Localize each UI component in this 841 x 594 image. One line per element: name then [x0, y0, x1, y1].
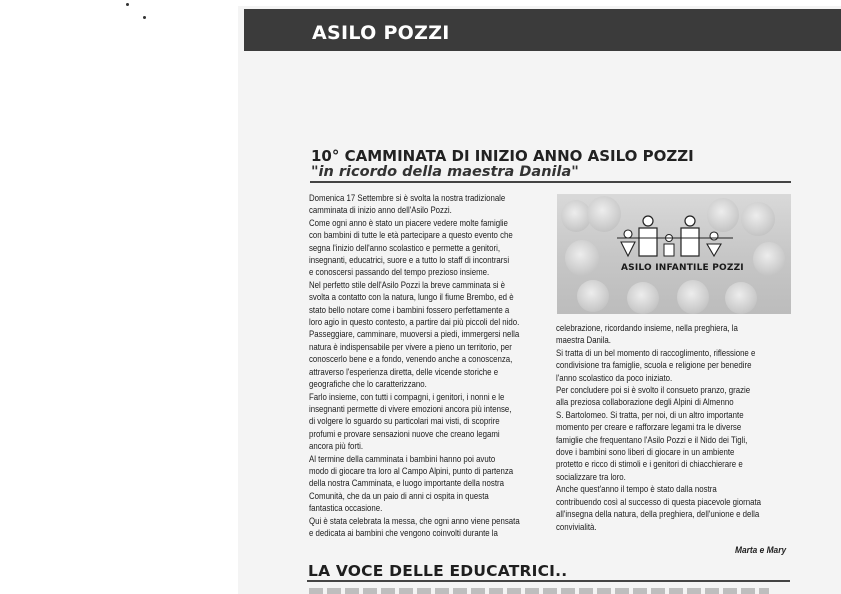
article-text-line: l'anno scolastico da poco iniziato.: [556, 372, 673, 383]
article-subtitle: "in ricordo della maestra Danila": [311, 164, 579, 180]
article-text-line: segna l'inizio dell'anno scolastico e permette a genitori,: [309, 242, 501, 253]
photo-child: [753, 242, 785, 276]
article-text-line: protetto e ricco di stimoli e i genitori di chiacchierare e: [556, 459, 743, 470]
article-text-line: ancora più forti.: [309, 441, 364, 452]
article-text-line: Nel perfetto stile dell'Asilo Pozzi la breve camminata si è: [309, 279, 506, 290]
article-text-line: Come ogni anno è stato un piacere vedere molte famiglie: [309, 217, 508, 228]
article-text-line: Domenica 17 Settembre si è svolta la nostra tradizionale: [309, 193, 506, 203]
article-text-line: Comunità, che da un paio di anni ci ospita in questa: [309, 490, 489, 501]
article-text-line: insegnanti, educatrici, suore e a tutto lo staff di incontrarsi: [309, 255, 510, 266]
article-text-line: contribuendo così al successo di questa piacevole giornata: [556, 496, 762, 507]
article-photo: [557, 194, 791, 314]
header-title: ASILO POZZI: [312, 22, 450, 44]
article-text-line: Si tratta di un bel momento di raccoglimento, riflessione e: [556, 347, 756, 358]
article-text-line: famiglie che frequentano l'Asilo Pozzi e il Nido dei Tigli,: [556, 434, 748, 445]
photo-child: [627, 282, 659, 314]
article-text-line: loro agio in questo contesto, a partire dai più piccoli del nido.: [309, 317, 520, 328]
article-signature: Marta e Mary: [735, 545, 787, 556]
article-text-line: conoscerlo bene e a fondo, venendo anche a conoscenza,: [309, 354, 513, 365]
article-text-line: Per concludere poi si è svolto il consueto pranzo, grazie: [556, 385, 751, 396]
article-text-line: della nostra Camminata, e luogo importante della nostra: [309, 478, 504, 489]
article-text-line: celebrazione, ricordando insieme, nella preghiera, la: [556, 323, 738, 333]
photo-child: [741, 202, 775, 236]
photo-logo-text: ASILO INFANTILE POZZI: [621, 263, 744, 273]
article-text-line: profumi e provare sensazioni nuove che creano legami: [309, 428, 500, 439]
scan-speck: [126, 3, 129, 6]
photo-child: [677, 280, 709, 314]
article-text-line: convivialità.: [556, 521, 597, 532]
article-text-line: natura è indispensabile per vivere a pieno un territorio, per: [309, 341, 512, 352]
article-text-line: Qui è stata celebrata la messa, che ogni anno viene pensata: [309, 515, 520, 526]
article-text-line: alla preziosa collaborazione degli Alpini di Almenno: [556, 397, 734, 408]
article-text-line: svolta a contatto con la natura, lungo il fiume Brembo, ed è: [309, 292, 514, 303]
article-text-line: momento per creare e rafforzare legami tra le diverse: [556, 422, 742, 433]
article-text-line: geografiche che lo caratterizzano.: [309, 379, 427, 390]
article-text-line: Passeggiare, camminare, muoversi a piedi, immergersi nella: [309, 329, 520, 340]
cut-off-text: [309, 588, 769, 594]
article-title: 10° CAMMINATA DI INIZIO ANNO ASILO POZZI: [311, 147, 694, 165]
article-text-line: maestra Danila.: [556, 335, 611, 346]
article-text-line: di volgere lo sguardo su particolari mai visti, di scoprire: [309, 416, 500, 427]
article-text-line: stato bello notare come i bambini fossero perfettamente a: [309, 304, 510, 315]
article-text-line: Anche quest'anno il tempo è stato dalla nostra: [556, 484, 717, 495]
section-rule: [307, 580, 790, 582]
article-text-line: S. Bartolomeo. Si tratta, per noi, di un altro importante: [556, 409, 744, 420]
article-column-left: [309, 192, 541, 539]
article-text-line: socializzare tra loro.: [556, 471, 626, 482]
article-text-line: insegnanti permette di vivere emozioni ancora più intense,: [309, 403, 512, 414]
article-text-line: fantastica occasione.: [309, 503, 383, 514]
article-column-right: [556, 322, 790, 533]
article-text-line: Farlo insieme, con tutti i compagni, i genitori, i nonni e le: [309, 391, 505, 402]
article-text-line: e dedicata ai bambini che vengono coinvolti durante la: [309, 527, 498, 538]
article-text-line: all'insegna della natura, della preghiera, dell'unione e della: [556, 509, 760, 520]
article-text-line: condivisione tra famiglie, scuola e religione per benedire: [556, 360, 752, 371]
article-text-line: camminata di inizio anno dell'Asilo Pozzi.: [309, 205, 452, 216]
article-text-line: dove i bambini sono liberi di giocare in un ambiente: [556, 447, 735, 458]
photo-child: [577, 280, 609, 312]
article-text-line: Al termine della camminata i bambini hanno poi avuto: [309, 453, 496, 464]
article-text-line: e conoscersi passando del tempo prezioso insieme.: [309, 267, 490, 278]
article-text-line: attraverso l'esperienza diretta, delle vicende storiche e: [309, 366, 499, 377]
article-text-line: modo di giocare tra loro al Campo Alpini, punto di partenza: [309, 465, 514, 476]
photo-child: [725, 282, 757, 314]
scan-speck: [143, 16, 146, 19]
next-section-heading: LA VOCE DELLE EDUCATRICI..: [308, 562, 568, 580]
photo-child: [565, 240, 599, 276]
article-text-line: con bambini di tutte le età partecipare a questo evento che: [309, 230, 513, 241]
school-logo-icon: [615, 214, 735, 262]
title-rule: [310, 181, 791, 183]
